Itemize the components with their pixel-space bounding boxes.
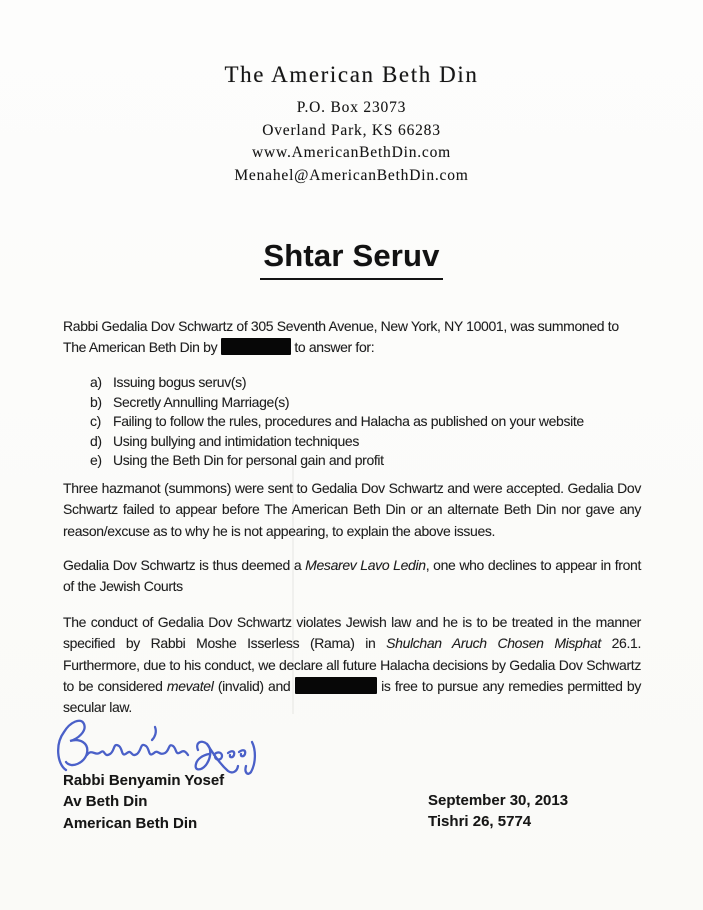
charges-list — [90, 373, 630, 471]
charge-item-e — [90, 451, 630, 471]
charge-item-b — [90, 393, 630, 413]
po-box-line: P.O. Box 23073 — [296, 99, 407, 116]
redaction-box — [221, 338, 291, 355]
intro-paragraph: Rabbi Gedalia Dov Schwartz of 305 Seventh Avenue, New York, NY 10001, was summoned to The American Beth Din by to answer for: — [63, 318, 619, 356]
charge-label: c) — [90, 413, 101, 430]
charge-text: Issuing bogus seruv(s) — [113, 374, 247, 390]
charge-text: Using the Beth Din for personal gain and profit — [113, 452, 384, 469]
hebrew-date: Tishri 26, 5774 — [428, 813, 532, 831]
charge-item-a — [90, 373, 630, 393]
signer-organization: American Beth Din — [63, 814, 198, 832]
charge-label: b) — [90, 393, 102, 410]
organization-name: The American Beth Din — [224, 62, 479, 87]
letterhead — [0, 62, 703, 187]
charge-label: e) — [90, 452, 102, 469]
city-state-zip-line: Overland Park, KS 66283 — [262, 121, 441, 139]
charge-text: Using bullying and intimidation techniques — [113, 432, 360, 449]
charge-label: d) — [90, 432, 102, 449]
email-text: Menahel@AmericanBethDin.com — [234, 166, 469, 184]
conduct-paragraph: The conduct of Gedalia Dov Schwartz violates Jewish law and he is to be treated in the manner specified by Rabbi Moshe Isserless (Rama) in Shulchan Aruch Chosen Misphat 26.1. Furthermore, due to his conduct, we declare all future Halacha decisions by Gedalia Dov Schwartz to be considered mevatel (invalid) and is free to pursue any remedies permitted by secular law. — [63, 614, 641, 716]
letterhead-spacer — [0, 88, 703, 97]
hazmanot-paragraph: Three hazmanot (summons) were sent to Gedalia Dov Schwartz and were accepted. Gedalia Dov Schwartz failed to appear before The American Beth Din or an alternate Beth Din nor gave any reason/excuse as to why he is not appearing, to explain the above issues. — [63, 480, 641, 539]
document-title-wrap — [0, 238, 703, 280]
charge-text: Failing to follow the rules, procedures and Halacha as published on your website — [113, 413, 584, 430]
signature-block — [63, 770, 224, 834]
signer-name: Rabbi Benyamin Yosef — [63, 772, 225, 789]
charge-item-d — [90, 432, 630, 452]
redaction-box — [295, 677, 377, 694]
document-title: Shtar Seruv — [260, 238, 442, 280]
date-block — [428, 790, 568, 833]
website-text: www.AmericanBethDin.com — [251, 144, 452, 161]
charge-label: a) — [90, 374, 102, 390]
mesarev-paragraph: Gedalia Dov Schwartz is thus deemed a Mesarev Lavo Ledin, one who declines to appear in front of the Jewish Courts — [63, 557, 641, 595]
charge-item-c — [90, 412, 630, 432]
charge-text: Secretly Annulling Marriage(s) — [113, 393, 290, 410]
gregorian-date: September 30, 2013 — [428, 792, 569, 809]
signer-role: Av Beth Din — [63, 793, 148, 811]
